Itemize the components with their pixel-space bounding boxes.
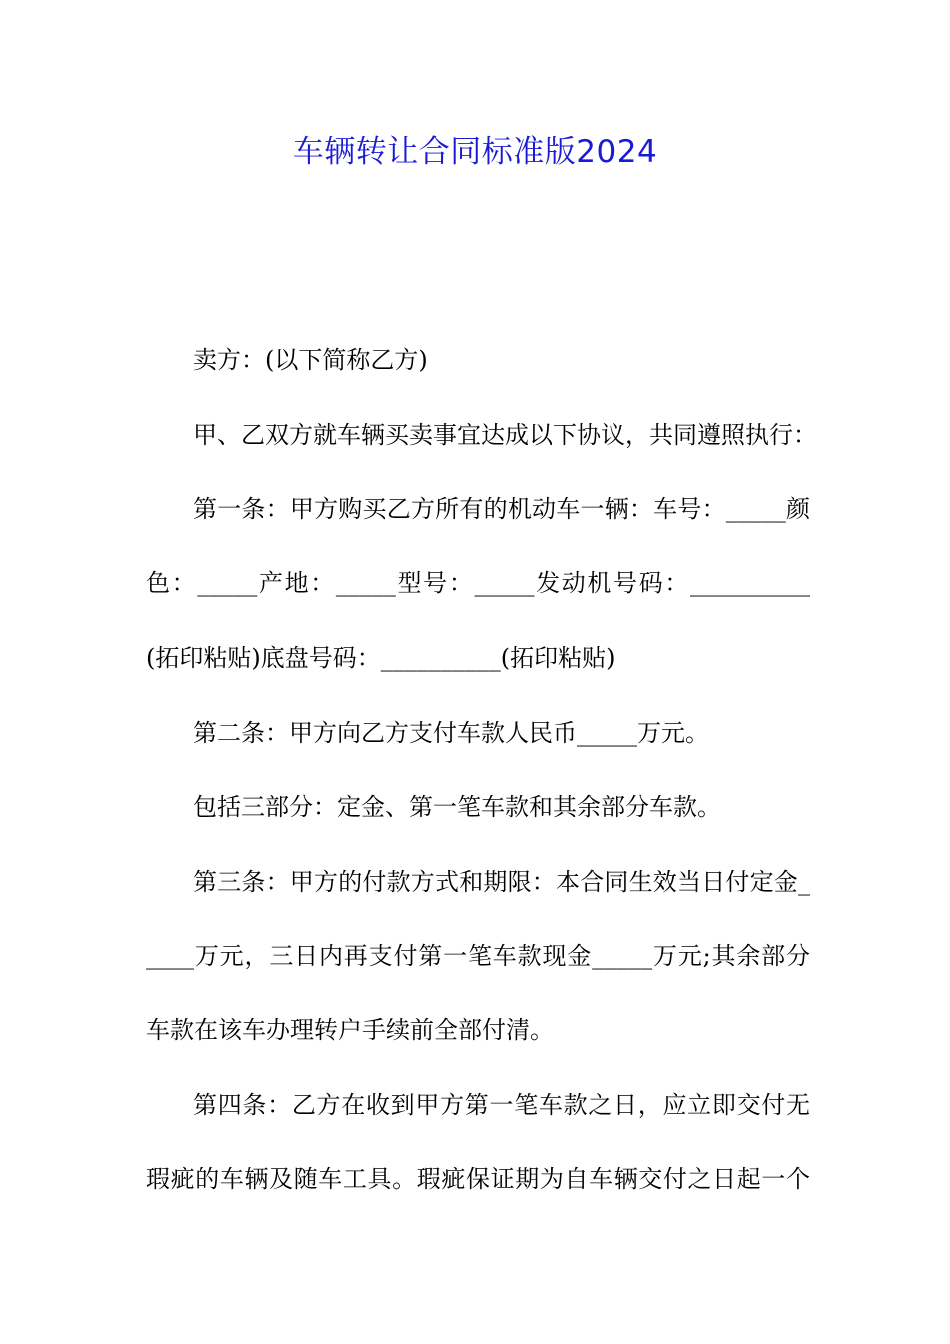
agreement-intro: 甲、乙双方就车辆买卖事宜达成以下协议，共同遵照执行： bbox=[193, 421, 817, 449]
article-3-line-3: 车款在该车办理转户手续前全部付清。 bbox=[146, 1016, 554, 1044]
article-1-line-2: 色：_____产地：_____型号：_____发动机号码：__________ bbox=[146, 569, 810, 597]
article-2-line-1: 第二条：甲方向乙方支付车款人民币_____万元。 bbox=[193, 719, 709, 747]
document-title: 车辆转让合同标准版2024 bbox=[292, 134, 658, 170]
article-3-line-2: ____万元，三日内再支付第一笔车款现金_____万元;其余部分 bbox=[146, 942, 810, 970]
article-1-line-3: (拓印粘贴)底盘号码：__________(拓印粘贴) bbox=[146, 644, 616, 672]
article-3-line-1: 第三条：甲方的付款方式和期限：本合同生效当日付定金_ bbox=[193, 868, 810, 896]
article-4-line-2: 瑕疵的车辆及随车工具。瑕疵保证期为自车辆交付之日起一个 bbox=[146, 1165, 810, 1193]
article-1-line-1: 第一条：甲方购买乙方所有的机动车一辆：车号：_____颜 bbox=[193, 495, 810, 523]
article-2-line-2: 包括三部分：定金、第一笔车款和其余部分车款。 bbox=[193, 793, 721, 821]
article-4-line-1: 第四条：乙方在收到甲方第一笔车款之日，应立即交付无 bbox=[193, 1091, 810, 1119]
seller-line: 卖方：(以下简称乙方) bbox=[193, 346, 428, 374]
